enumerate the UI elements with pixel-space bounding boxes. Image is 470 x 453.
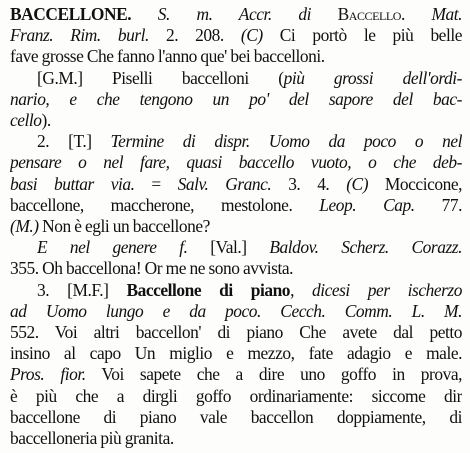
text-segment: Pros. fior. [10,364,86,385]
text-line [10,45,462,67]
text-segment: E nel genere f. [37,237,188,258]
text-line [10,385,462,407]
text-segment: baccellone di piano vale baccellon doppiamente, di [10,406,462,427]
text-line [10,215,462,237]
text-segment: Ci portò le più belle [262,25,462,46]
text-line [10,151,462,173]
text-line [10,300,462,322]
text-segment: dicesi per ischerzo [311,279,462,300]
text-line [10,342,462,364]
text-segment: fave grosse Che fanno l'anno que' bei baccelloni. [10,46,325,67]
text-line [10,194,462,216]
text-segment: baccellone, maccherone, mestolone. [10,194,320,215]
text-segment [131,4,158,24]
text-segment: 355. Oh baccellona! Or me ne sono avvista. [10,258,294,279]
text-line [10,24,462,46]
text-line [10,3,462,25]
text-segment: 552. Voi altri baccellon' di piano Che avete dal petto [10,322,462,342]
text-segment: 3. [M.F.] [37,279,127,300]
text-segment: [Val.] [187,237,270,258]
text-line [10,406,462,428]
text-line [37,236,462,258]
text-segment: Franz. Rim. burl. [10,25,149,46]
text-line [10,257,462,279]
text-segment: , [290,279,312,300]
text-line [10,88,462,110]
text-segment: (C) [346,173,369,194]
text-line [10,321,462,343]
text-segment: (M.) [10,216,39,236]
text-segment: Moccicone, [368,173,462,194]
text-line [10,427,462,449]
text-segment: più grossi dell'ordi- [283,67,462,88]
text-segment: ). [41,110,51,130]
text-segment: Termine di dispr. Uomo da poco o nel [110,131,462,152]
text-segment: BACCELLONE. [10,4,132,24]
text-segment: Non è egli un baccellone? [38,216,210,236]
text-segment: Salv. Granc. [177,173,272,194]
text-segment: baccelloneria più granita. [10,428,174,448]
text-segment: ad Uomo lungo e da poco. Cecch. Comm. L. M. [10,300,462,321]
text-segment: Baccello [337,4,401,24]
text-segment: 2. 208. [148,25,241,46]
text-segment: è più che a dirgli goffo ordinariamente: siccome dir [10,385,462,406]
text-segment: Baldov. Scherz. Corazz. [269,237,462,258]
text-line [10,363,462,385]
text-segment: S. m. Accr. di [157,4,338,24]
text-segment: basi buttar via. [10,173,135,194]
text-segment: [G.M.] Piselli baccelloni ( [37,67,284,88]
text-line [37,67,462,89]
text-segment: nario, e che tengono un po' del sapore del bac- [10,88,462,109]
text-segment: 2. [T.] [37,131,111,152]
text-segment: Baccellone di piano [126,279,291,300]
text-segment: insino al capo Un miglio e mezzo, fate adagio e male. [10,343,462,364]
text-segment: 77. [414,194,462,215]
text-segment: . [400,4,432,24]
text-segment: = [134,173,178,194]
text-segment: Mat. [431,4,462,24]
text-line [37,279,462,301]
text-line [37,130,462,152]
text-line [10,109,462,131]
text-segment: (C) [240,25,263,46]
text-segment: 3. 4. [271,173,347,194]
text-segment: pensare o nel fare, quasi baccello vuoto, o che deb- [10,152,462,173]
text-segment: cello [10,110,42,130]
text-line [10,173,462,195]
text-segment: Leop. Cap. [319,194,415,215]
text-segment: Voi sapete che a dire uno goffo in prova, [85,364,462,385]
